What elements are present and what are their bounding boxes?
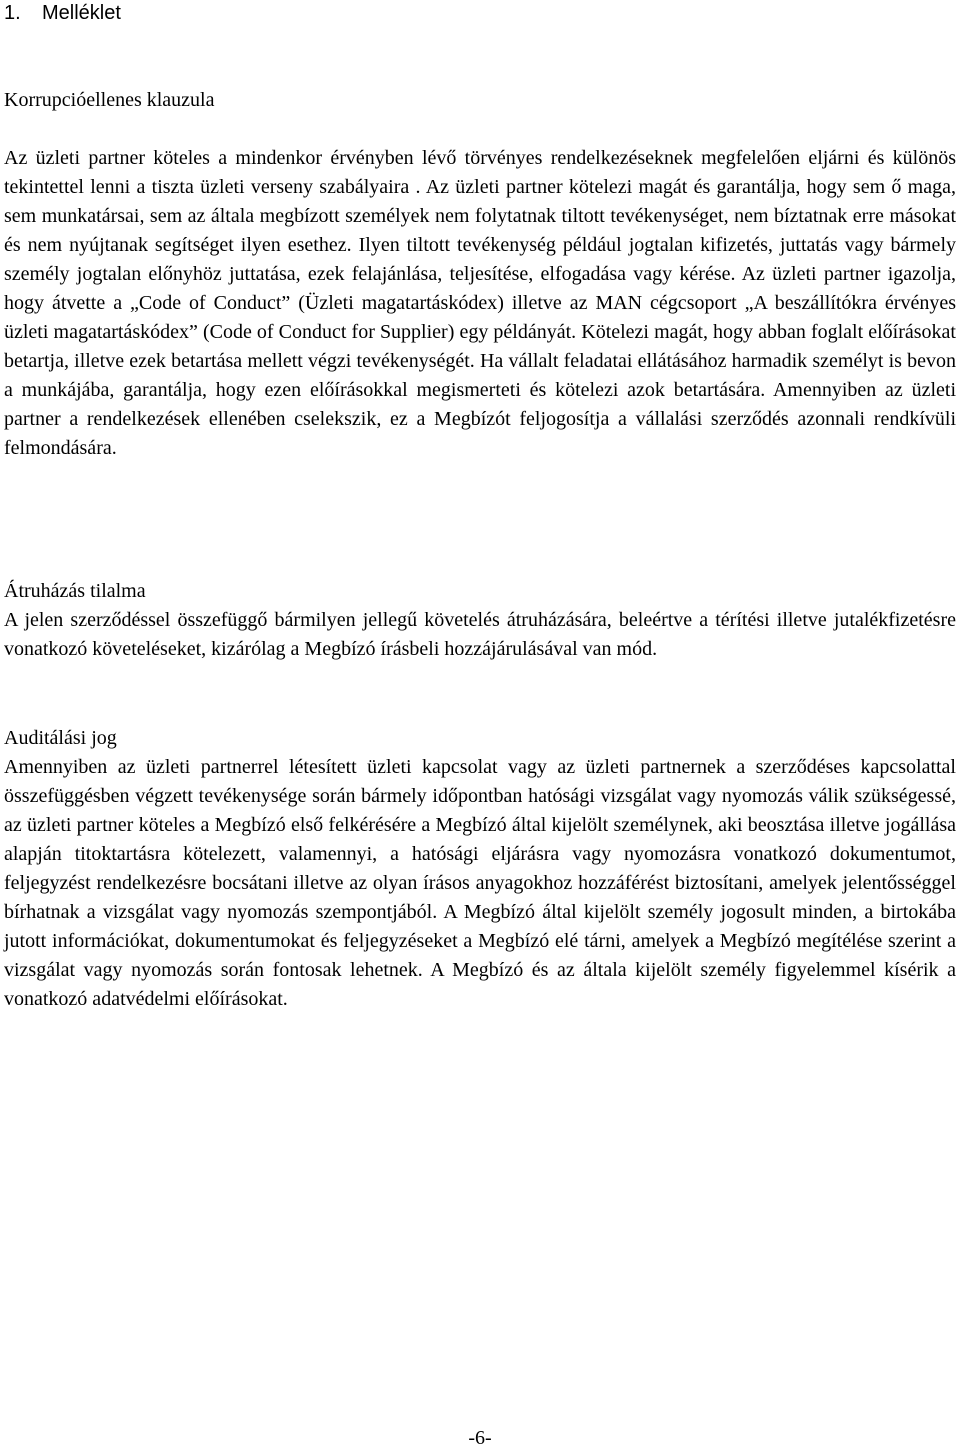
section-body-assignment-prohibition: A jelen szerződéssel összefüggő bármilyen jellegű követelés átruházására, beleértve a térítési illetve jutalékfizetésre vonatkozó követeléseket, kizárólag a Megbízó írásbeli hozzájárulásával van mód.	[4, 609, 956, 660]
annex-title: Melléklet	[42, 2, 121, 24]
section-title-audit-right: Auditálási jog	[4, 727, 117, 749]
section-assignment-prohibition	[4, 577, 956, 664]
section-anti-corruption-clause	[4, 86, 956, 463]
section-body-anti-corruption: Az üzleti partner köteles a mindenkor érvényben lévő törvényes rendelkezéseknek megfelelően eljárni és különös tekintettel lenni a tiszta üzleti verseny szabályaira . Az üzleti partner kötelezi magát és garantálja, hogy sem ő maga, sem munkatársai, sem az általa megbízott személyek nem folytatnak tiltott tevékenységet, nem bíztatnak erre másokat és nem nyújtanak segítséget ilyen esethez. Ilyen tiltott tevékenység például jogtalan kifizetés, juttatás vagy bármely személy jogtalan előnyhöz juttatása, ezek felajánlása, teljesítése, elfogadása vagy kérése. Az üzleti partner igazolja, hogy átvette a „Code of Conduct” (Üzleti magatartáskódex) illetve az MAN cégcsoport „A beszállítókra érvényes üzleti magatartáskódex” (Code of Conduct for Supplier) egy példányát. Kötelezi magát, hogy abban foglalt előírásokat betartja, illetve ezek betartása mellett végzi tevékenységét. Ha vállalt feladatai ellátásához harmadik személyt is bevon a munkájába, garantálja, hogy ezen előírásokkal megismerteti és kötelezi azok betartására. Amennyiben az üzleti partner a rendelkezések ellenében cselekszik, ez a Megbízót feljogosítja a vállalási szerződés azonnali rendkívüli felmondására.	[4, 147, 956, 459]
section-title-assignment-prohibition: Átruházás tilalma	[4, 580, 146, 602]
annex-number: 1.	[4, 2, 21, 24]
page-number: -6-	[468, 1427, 492, 1449]
annex-heading	[4, 0, 121, 26]
section-body-audit-right: Amennyiben az üzleti partnerrel létesített üzleti kapcsolat vagy az üzleti partnernek a szerződéses kapcsolattal összefüggésben végzett tevékenysége során bármely időpontban hatósági vizsgálat vagy nyomozás válik szükségessé, az üzleti partner köteles a Megbízó első felkérésére a Megbízó által kijelölt személynek, aki beosztása illetve jogállása alapján titoktartásra kötelezett, valamennyi, a hatósági eljárásra vagy nyomozásra vonatkozó dokumentumot, feljegyzést rendelkezésre bocsátani illetve az olyan írásos anyagokhoz hozzáférést biztosítani, amelyek jelentősséggel bírhatnak a vizsgálat vagy nyomozás szempontjából. A Megbízó által kijelölt személy jogosult minden, a birtokába jutott információkat, dokumentumokat és feljegyzéseket a Megbízó elé tárni, amelyek a Megbízó megítélése szerint a vizsgálat vagy nyomozás során fontosak lehetnek. A Megbízó és az általa kijelölt személy figyelemmel kísérik a vonatkozó adatvédelmi előírásokat.	[4, 756, 956, 1010]
section-title-anti-corruption: Korrupcióellenes klauzula	[4, 89, 215, 111]
section-audit-right	[4, 724, 956, 1014]
